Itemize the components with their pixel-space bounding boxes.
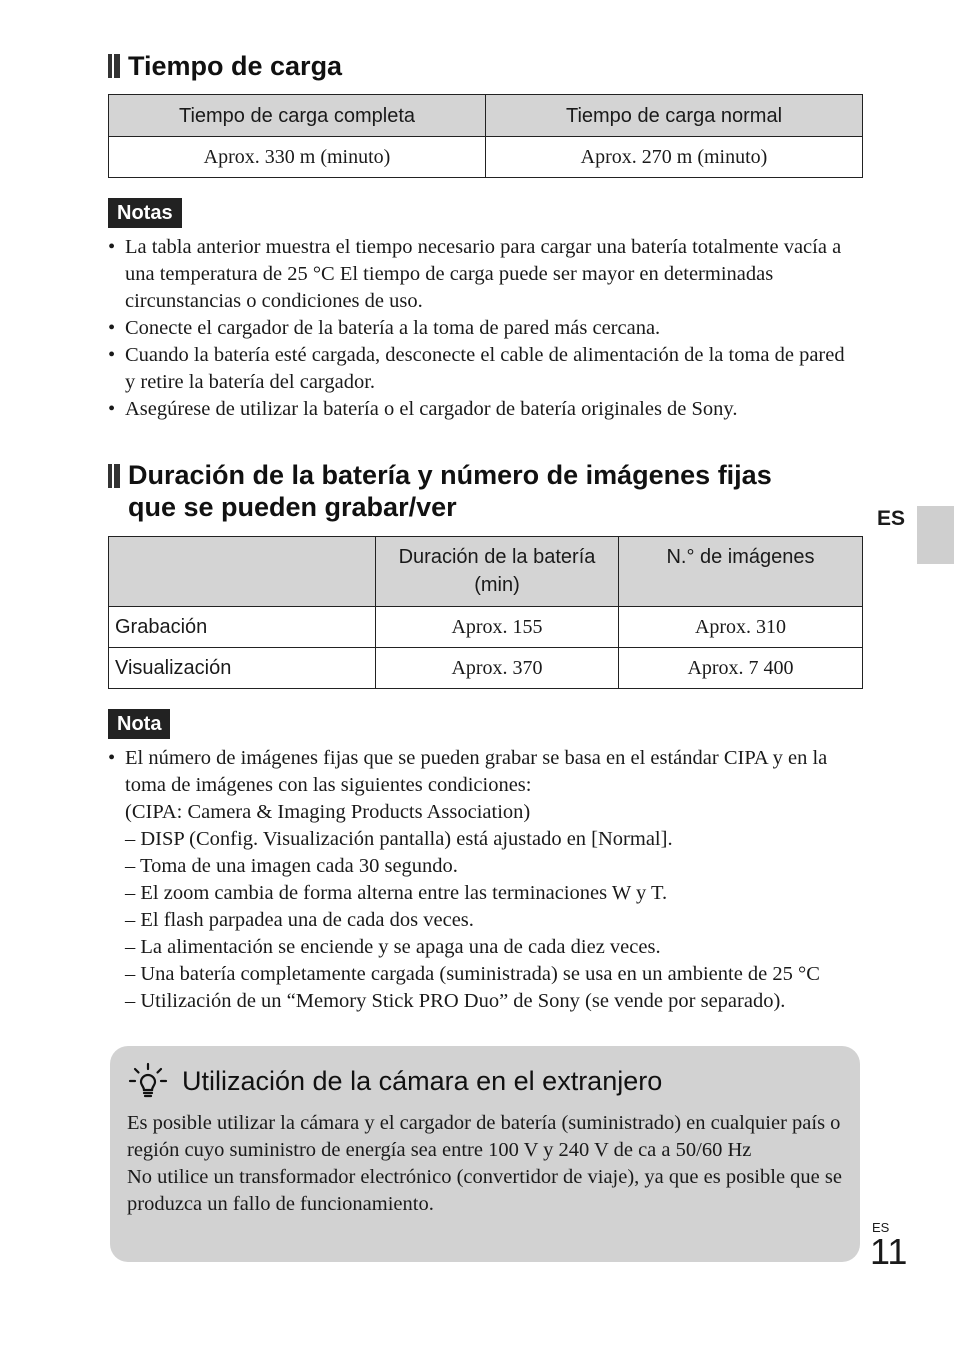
- condition-item: – El flash parpadea una de cada dos veces.: [125, 909, 474, 931]
- table-cell: Aprox. 330 m (minuto): [109, 137, 486, 178]
- table-header: [109, 537, 376, 607]
- row-label: Grabación: [109, 607, 376, 648]
- notes-label: Notas: [108, 198, 182, 228]
- condition-item: – Toma de una imagen cada 30 segundo.: [125, 855, 458, 877]
- notes-list: [108, 234, 858, 423]
- heading-marker: [108, 464, 120, 488]
- note-cipa: (CIPA: Camera & Imaging Products Association): [125, 801, 531, 823]
- hint-title: Utilización de la cámara en el extranjero: [182, 1066, 663, 1096]
- hint-box: [110, 1046, 860, 1262]
- list-item: • Cuando la batería esté cargada, desconecte el cable de alimentación de la toma de pared y retire la batería del cargador.: [108, 342, 858, 396]
- table-row: [109, 648, 863, 689]
- language-tab-label: ES: [877, 507, 906, 530]
- hint-body: [127, 1110, 847, 1218]
- battery-life-table: [108, 536, 863, 689]
- heading-marker: [108, 54, 120, 78]
- table-cell: Aprox. 155: [376, 607, 619, 648]
- section-title-battery-life: Duración de la batería y número de imágenes fijas que se pueden grabar/ver: [108, 459, 772, 523]
- list-item: • La tabla anterior muestra el tiempo necesario para cargar una batería totalmente vacía a una temperatura de 25 °C El tiempo de carga puede ser mayor en determinadas circunstancias o condiciones de uso.: [108, 234, 858, 315]
- page-number: 11: [870, 1231, 908, 1272]
- charging-time-table: [108, 94, 863, 178]
- table-cell: Aprox. 310: [619, 607, 863, 648]
- table-header: Duración de la batería (min): [376, 537, 619, 607]
- page-language: ES: [872, 1220, 890, 1235]
- condition-item: – DISP (Config. Visualización pantalla) está ajustado en [Normal].: [125, 828, 673, 850]
- list-item: • Asegúrese de utilizar la batería o el cargador de batería originales de Sony.: [108, 396, 858, 423]
- note-label: Nota: [108, 709, 170, 739]
- hint-paragraph: Es posible utilizar la cámara y el cargador de batería (suministrado) en cualquier país o región cuyo suministro de energía sea entre 100 V y 240 V de ca a 50/60 Hz: [127, 1112, 841, 1161]
- table-cell: Aprox. 270 m (minuto): [486, 137, 863, 178]
- section-title-charging-time: Tiempo de carga: [108, 50, 342, 82]
- language-tab: [917, 506, 954, 564]
- note-list: [108, 745, 868, 1015]
- condition-item: – El zoom cambia de forma alterna entre las terminaciones W y T.: [125, 882, 668, 904]
- table-header: Tiempo de carga completa: [109, 95, 486, 137]
- condition-item: – Utilización de un “Memory Stick PRO Duo” de Sony (se vende por separado).: [125, 990, 786, 1012]
- table-cell: Aprox. 7 400: [619, 648, 863, 689]
- condition-item: – La alimentación se enciende y se apaga una de cada diez veces.: [125, 936, 661, 958]
- row-label: Visualización: [109, 648, 376, 689]
- table-header: N.° de imágenes: [619, 537, 863, 607]
- list-item: [108, 745, 868, 1015]
- condition-item: – Una batería completamente cargada (suministrada) se usa en un ambiente de 25 °C: [125, 963, 820, 985]
- list-item: • Conecte el cargador de la batería a la toma de pared más cercana.: [108, 315, 858, 342]
- lightbulb-icon: [128, 1062, 168, 1107]
- note-intro: El número de imágenes fijas que se pueden grabar se basa en el estándar CIPA y en la toma de imágenes con las siguientes condiciones:: [125, 747, 828, 796]
- hint-paragraph: No utilice un transformador electrónico (convertidor de viaje), ya que es posible que se produzca un fallo de funcionamiento.: [127, 1166, 842, 1215]
- table-row: [109, 607, 863, 648]
- table-cell: Aprox. 370: [376, 648, 619, 689]
- table-header: Tiempo de carga normal: [486, 95, 863, 137]
